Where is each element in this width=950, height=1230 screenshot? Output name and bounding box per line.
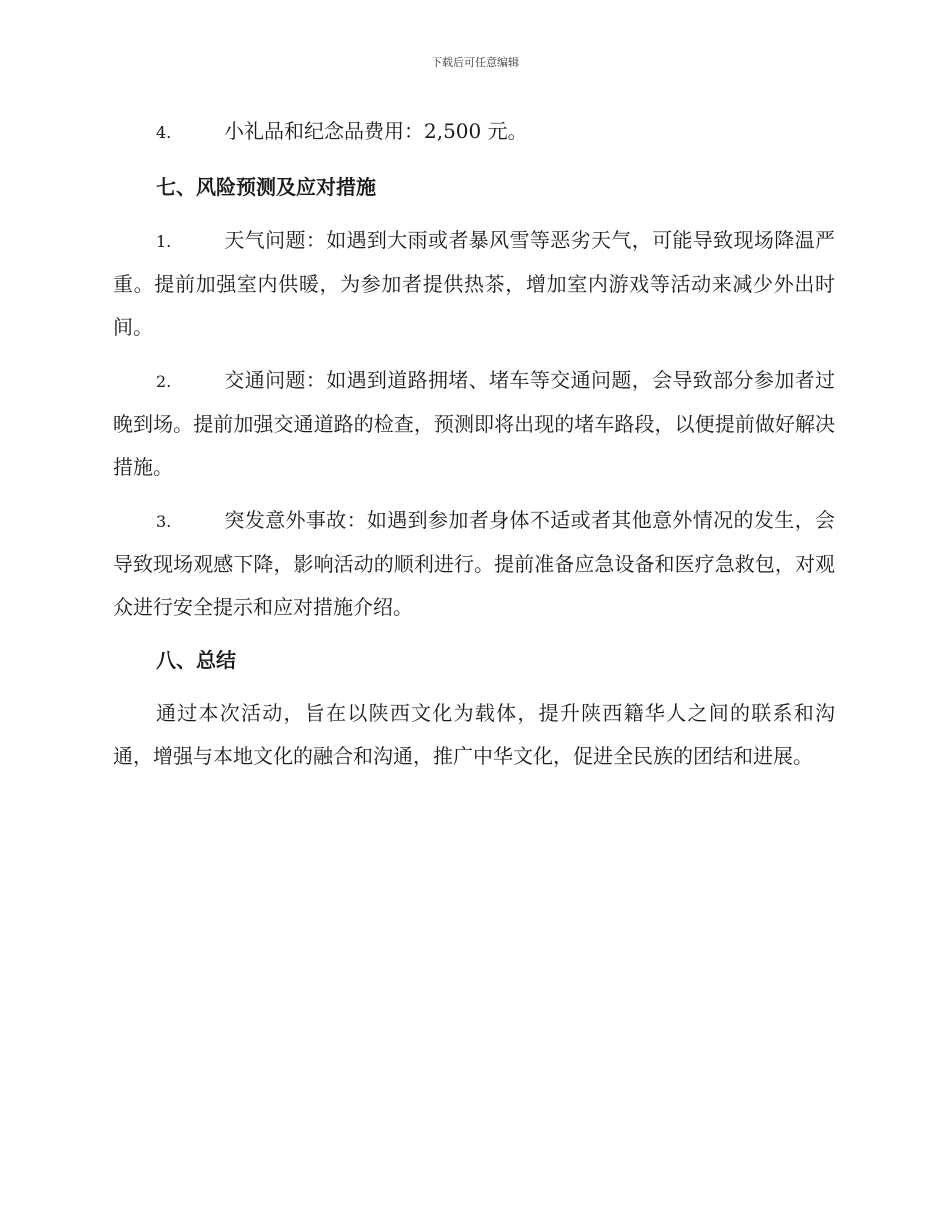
list-item-number: 4.: [156, 123, 172, 142]
list-item-text: 小礼品和纪念品费用：2,500 元。: [224, 119, 528, 143]
list-item: [113, 219, 835, 349]
list-item: [113, 499, 835, 629]
list-item-number: 3.: [156, 512, 172, 531]
list-item: [113, 110, 835, 154]
list-item-text: 突发意外事故：如遇到参加者身体不适或者其他意外情况的发生，会导致现场观感下降，影响活动的顺利进行。提前准备应急设备和医疗急救包，对观众进行安全提示和应对措施介绍。: [113, 508, 835, 619]
list-item: [113, 359, 835, 489]
list-item-text: 交通问题：如遇到道路拥堵、堵车等交通问题，会导致部分参加者过晚到场。提前加强交通道路的检查，预测即将出现的堵车路段，以便提前做好解决措施。: [113, 368, 835, 479]
section-heading-summary: 八、总结: [156, 648, 236, 672]
list-item-number: 1.: [156, 232, 172, 251]
document-body: [113, 110, 835, 778]
list-item-number: 2.: [156, 372, 172, 391]
page-header: 下载后可任意编辑: [431, 56, 519, 69]
section-heading-risk: 七、风险预测及应对措施: [156, 175, 376, 199]
list-item-text: 天气问题：如遇到大雨或者暴风雪等恶劣天气，可能导致现场降温严重。提前加强室内供暖，为参加者提供热茶，增加室内游戏等活动来减少外出时间。: [113, 228, 835, 339]
summary-paragraph: 通过本次活动，旨在以陕西文化为载体，提升陕西籍华人之间的联系和沟通，增强与本地文化的融合和沟通，推广中华文化，促进全民族的团结和进展。: [113, 701, 835, 768]
